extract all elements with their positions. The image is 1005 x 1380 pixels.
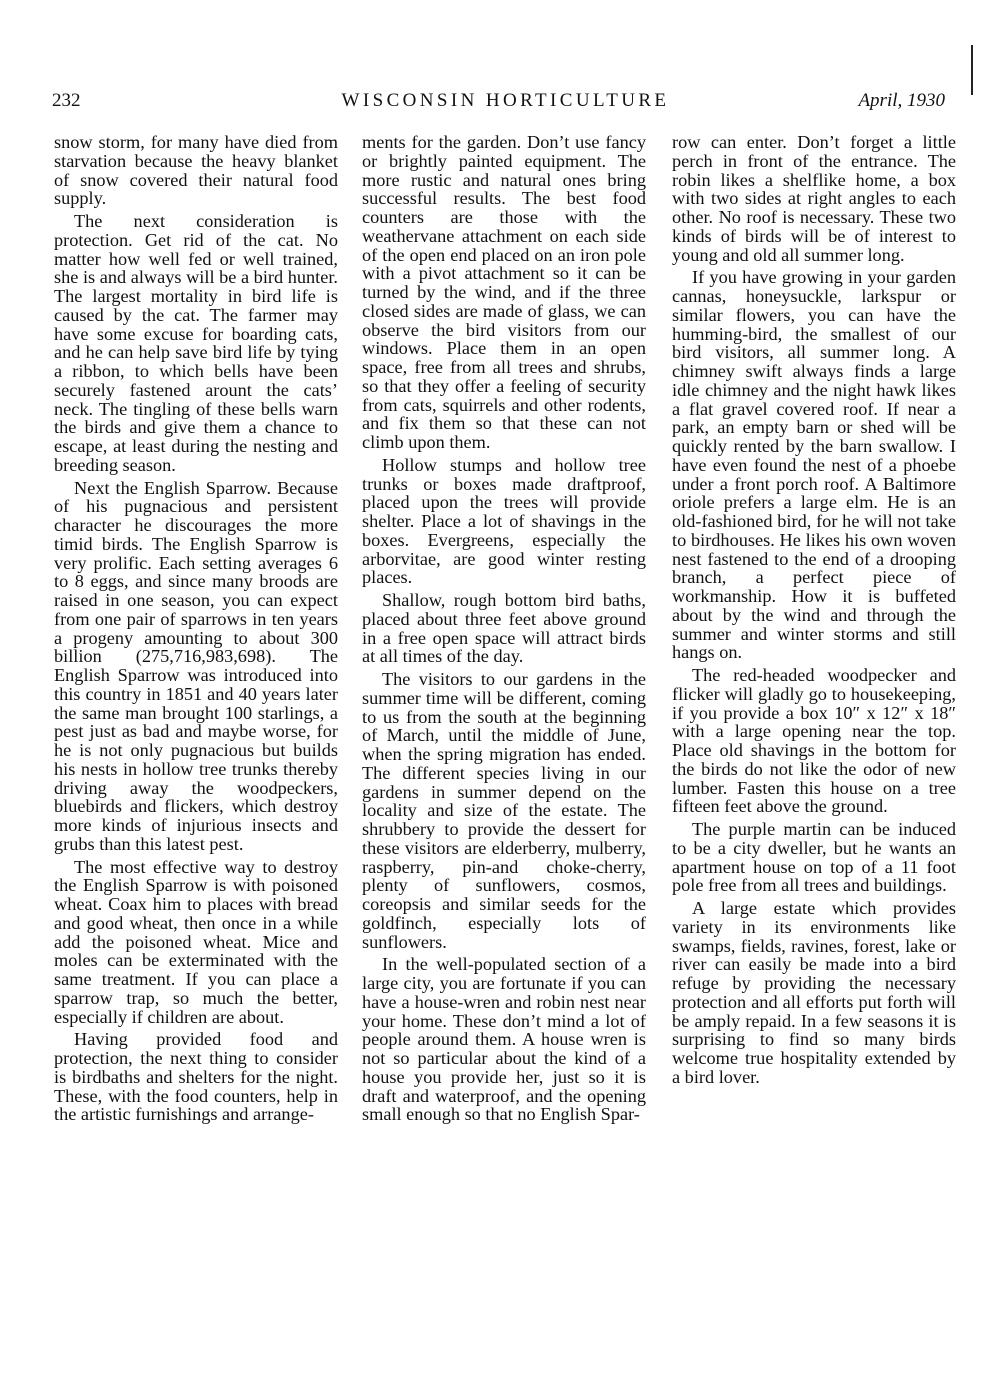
page-header <box>52 90 945 118</box>
paragraph: If you have growing in your garden cannas, honeysuckle, larkspur or similar flowers, you can have the humming-bird, the smallest of our bird visitors, all summer long. A chimney swift always finds a large idle chimney and the night hawk likes a flat gravel covered roof. If near a park, an empty barn or shed will be quickly rented by the barn swallow. I have even found the nest of a phoebe under a front porch roof. A Baltimore oriole prefers a large elm. He is an old-fashioned bird, for he will not take to birdhouses. He likes his own woven nest fastened to the end of a drooping branch, a perfect piece of workmanship. How it is buffeted about by the wind and through the summer and winter storms and still hangs on. <box>672 267 956 663</box>
text-column-2 <box>362 133 646 1124</box>
page-number: 232 <box>52 90 81 111</box>
text-column-3 <box>672 133 956 1087</box>
paragraph: The red-headed woodpecker and flicker will gladly go to housekeeping, if you provide a box 10″ x 12″ x 18″ with a large opening near the top. Place old shavings in the bottom for the birds do not like the odor of new lumber. Fasten this house on a tree fifteen feet above the ground. <box>672 665 956 817</box>
paragraph: The purple martin can be induced to be a city dweller, but he wants an apartment house on top of a 11 foot pole free from all trees and buildings. <box>672 819 956 896</box>
paragraph: Next the English Sparrow. Because of his pugnacious and persistent character he discourages the more timid birds. The English Sparrow is very prolific. Each setting averages 6 to 8 eggs, and since many broods are raised in one season, you can expect from one pair of sparrows in ten years a progeny amounting to about 300 billion (275,716,983,698). The English Sparrow was introduced into this country in 1851 and 40 years later the same man brought 100 starlings, a pest just as bad and maybe worse, for he is not only pugnacious but builds his nests in hollow tree trunks thereby driving away the woodpeckers, bluebirds and flickers, which destroy more kinds of injurious insects and grubs than this latest pest. <box>54 477 338 854</box>
paragraph: The most effective way to destroy the English Sparrow is with poisoned wheat. Coax him to places with bread and good wheat, then once in a while add the poisoned wheat. Mice and moles can be exterminated with the same treatment. If you can place a sparrow trap, so much the better, especially if children are about. <box>54 856 338 1027</box>
paragraph: In the well-populated section of a large city, you are fortunate if you can have a house-wren and robin nest near your home. These don’t mind a lot of people around them. A house wren is not so particular about the kind of a house you provide her, just so it is draft and waterproof, and the opening small enough so that no English Spar- <box>362 954 646 1125</box>
scan-edge-line <box>971 45 973 95</box>
paragraph: Hollow stumps and hollow tree trunks or boxes made draftproof, placed upon the trees will provide shelter. Place a lot of shavings in the boxes. Evergreens, especially the arborvitae, are good winter resting places. <box>362 454 646 588</box>
paragraph: Shallow, rough bottom bird baths, placed about three feet above ground in a free open space will attract birds at all times of the day. <box>362 590 646 667</box>
paragraph: ments for the garden. Don’t use fancy or brightly painted equipment. The more rustic and natural ones bring successful results. The best food counters are those with the weathervane attachment on each side of the open end placed on an iron pole with a pivot attachment so it can be turned by the wind, and if the three closed sides are made of glass, we can observe the bird visitors from our windows. Place them in an open space, free from all trees and shrubs, so that they offer a feeling of security from cats, squirrels and other rodents, and fix them so that these can not climb upon them. <box>362 132 646 452</box>
paragraph: The next consideration is protection. Get rid of the cat. No matter how well fed or well trained, she is and always will be a bird hunter. The largest mortality in bird life is caused by the cat. The farmer may have some excuse for boarding cats, and he can help save bird life by tying a ribbon, to which bells have been securely fastened arount the cats’ neck. The tingling of these bells warn the birds and give them a chance to escape, at least during the nesting and breeding season. <box>54 211 338 475</box>
paragraph: Having provided food and protection, the next thing to consider is birdbaths and shelters for the night. These, with the food counters, help in the artistic furnishings and arrange- <box>54 1029 338 1125</box>
paragraph: The visitors to our gardens in the summer time will be different, coming to us from the south at the beginning of March, until the middle of June, when the spring migration has ended. The different species living in our gardens in summer depend on the locality and size of the estate. The shrubbery to provide the dessert for these visitors are elderberry, mulberry, raspberry, pin-and choke-cherry, plenty of sunflowers, cosmos, coreopsis and similar seeds for the goldfinch, especially lots of sunflowers. <box>362 669 646 952</box>
paragraph: row can enter. Don’t forget a little perch in front of the entrance. The robin likes a shelflike home, a box with two sides at right angles to each other. No roof is necessary. These two kinds of birds will be of interest to young and old all summer long. <box>672 132 956 265</box>
paragraph: snow storm, for many have died from starvation because the heavy blanket of snow covered their natural food supply. <box>54 132 338 209</box>
paragraph: A large estate which provides variety in its environments like swamps, fields, ravines, forest, lake or river can easily be made into a bird refuge by providing the necessary protection and all efforts put forth will be amply repaid. In a few seasons it is surprising to find so many birds welcome true hospitality extended by a bird lover. <box>672 898 956 1087</box>
text-column-1 <box>54 133 338 1124</box>
journal-title: WISCONSIN HORTICULTURE <box>341 90 670 111</box>
issue-date: April, 1930 <box>858 90 945 111</box>
